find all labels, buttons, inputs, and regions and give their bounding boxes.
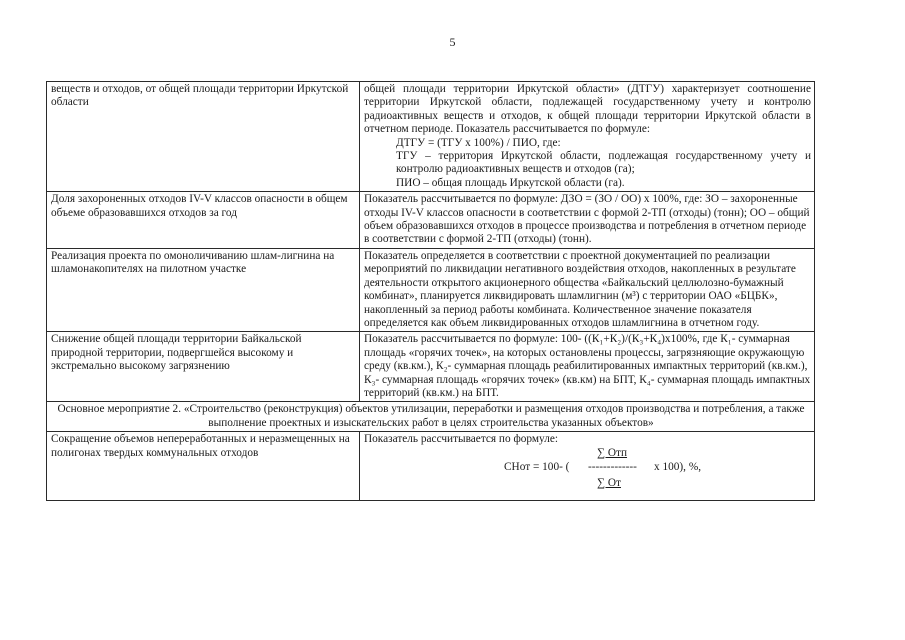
method-cell	[360, 82, 815, 192]
variable-definition: ТГУ – территория Иркутской области, подлежащая государственному учету и контролю радиоактивных веществ и отходов (га);	[396, 150, 811, 176]
formula-block	[364, 447, 811, 499]
variable-definition: ПИО – общая площадь Иркутской области (га).	[396, 176, 625, 189]
method-text: Показатель рассчитывается по формуле: ДЗО = (ЗО / ОО) х 100%, где: ЗО – захороненные отходы IV-V классов опасности в соответствии с формой 2-ТП (отходы) (тонн); ОО – общий объем образовавшихся отходов в процессе производства и потребления в отчетном периоде в соответствии с формой 2-ТП (отходы) (тонн).	[364, 193, 810, 246]
method-cell	[360, 192, 815, 249]
formula-text: ДТГУ = (ТГУ х 100%) / ПИО, где:	[396, 136, 561, 149]
table-row	[47, 192, 815, 249]
indicator-cell	[47, 248, 360, 331]
table-row	[47, 332, 815, 402]
indicators-table	[46, 81, 815, 501]
indicator-name: веществ и отходов, от общей площади территории Иркутской области	[51, 83, 349, 109]
table-row	[47, 432, 815, 500]
table-row	[47, 82, 815, 192]
indicator-name: Снижение общей площади территории Байкальской природной территории, подвергшейся высокому и экстремально высокому загрязнению	[51, 333, 302, 373]
page-number: 5	[449, 35, 456, 49]
formula-lhs: СНот = 100- (	[504, 460, 570, 473]
indicator-cell	[47, 82, 360, 192]
method-cell	[360, 432, 815, 500]
formula-fraction-line: -------------	[588, 460, 637, 473]
method-text: Показатель рассчитывается по формуле: 100- ((К₁+К₂)/(К₃+К₄)х100%, где К₁- суммарная площадь «горячих точек», на которых остановлены процессы, загрязняющие окружающую среду (кв.км.), К₂- суммарная площадь реабилитированных импактных территорий (кв.км.), К₃- суммарная площадь «горячих точек» (кв.км) на БПТ, К₄- суммарная площадь импактных территорий (кв.км.) на БПТ.	[364, 333, 811, 399]
formula-rhs: х 100), %,	[654, 460, 702, 473]
formula-numerator: ∑ Отп	[597, 446, 628, 459]
indicator-cell	[47, 332, 360, 402]
formula-denominator: ∑ От	[597, 476, 621, 489]
method-text: Показатель определяется в соответствии с проектной документацией по реализации мероприятий по ликвидации негативного воздействия отходов, накопленных в результате деятельности открытого акционерного общества «Байкальский целлюлозно-бумажный комбинат», планируется ликвидировать шламлигнин (м³) с территории ОАО «БЦБК», накопленный за период работы комбината. Количественное значение показателя определяется как объем ликвидированных отходов шламлигнина в отчетном году.	[364, 249, 796, 329]
method-cell	[360, 248, 815, 331]
section-heading: Основное мероприятие 2. «Строительство (реконструкция) объектов утилизации, переработки и размещения отходов производства и потребления, а также выполнение проектных и изыскательских работ в целях строительства указанных объектов»	[47, 402, 815, 432]
indicator-name: Доля захороненных отходов IV-V классов опасности в общем объеме образовавшихся отходов за год	[51, 193, 348, 219]
table-row	[47, 248, 815, 331]
method-text: общей площади территории Иркутской области» (ДТГУ) характеризует соотношение территории Иркутской области, подлежащей государственному учету и контролю радиоактивных веществ и отходов, к общей площади территории Иркутской области в отчетном периоде. Показатель рассчитывается по формуле:	[364, 83, 811, 136]
indicator-name: Сокращение объемов непереработанных и неразмещенных на полигонах твердых коммунальных отходов	[51, 433, 350, 459]
indicator-name: Реализация проекта по омоноличиванию шлам-лигнина на шламонакопителях на пилотном участке	[51, 249, 335, 276]
section-heading-row	[47, 402, 815, 432]
indicator-cell	[47, 432, 360, 500]
method-cell	[360, 332, 815, 402]
indicator-cell	[47, 192, 360, 249]
method-text: Показатель рассчитывается по формуле:	[364, 433, 558, 446]
